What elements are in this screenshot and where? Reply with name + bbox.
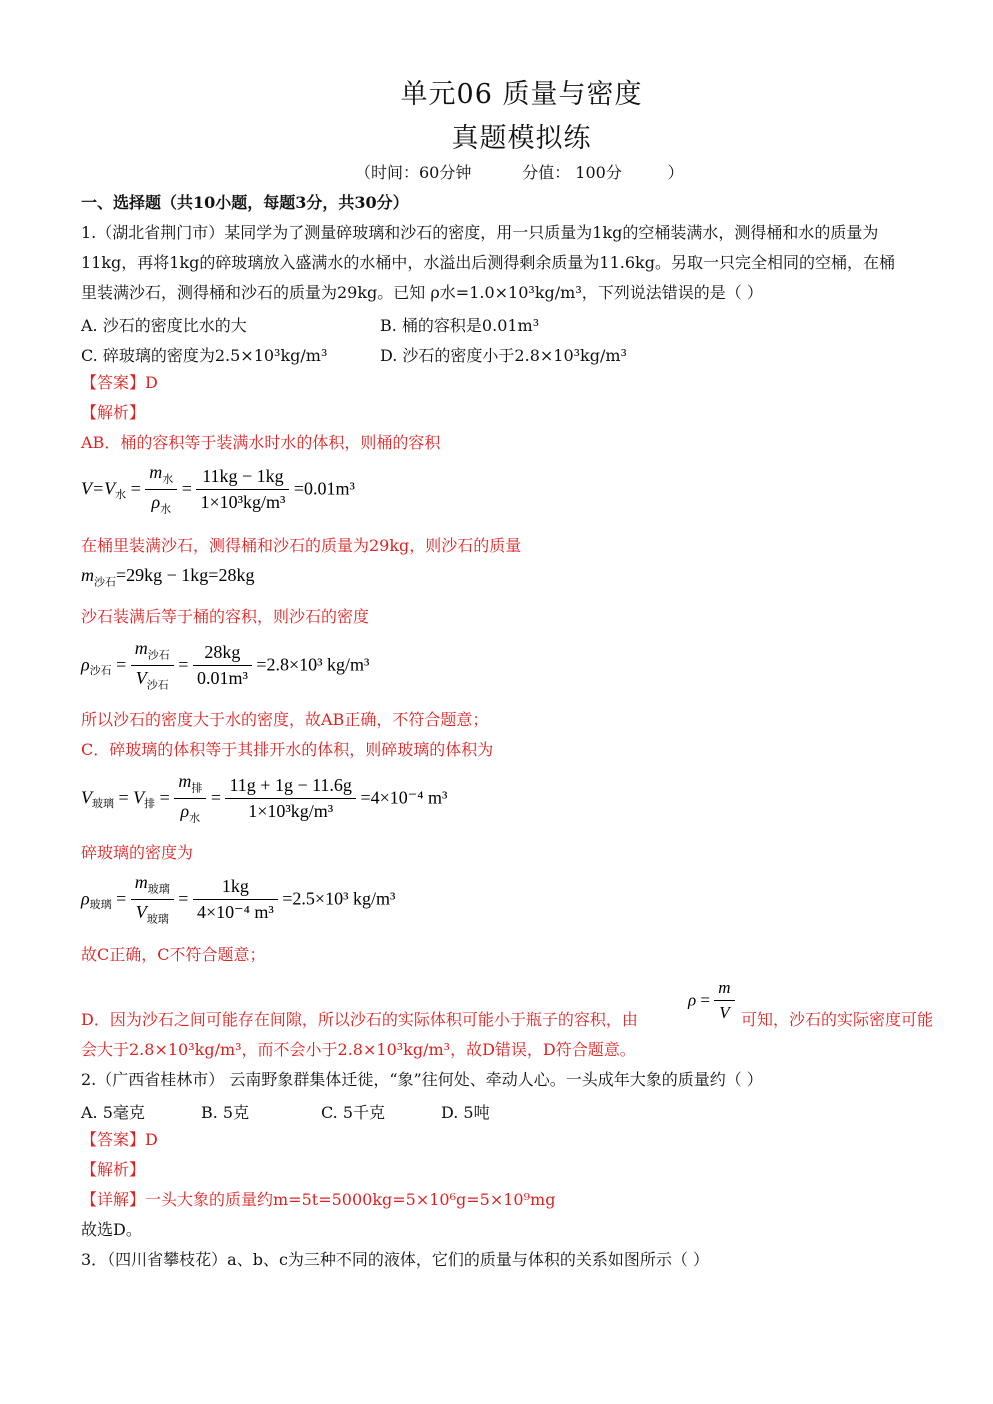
f4-lhs-sub: 玻璃: [92, 797, 114, 810]
f3-frac-2: [193, 642, 252, 689]
q1-line-3: 里装满沙石，测得桶和沙石的质量为29kg。已知 ρ水=1.0×10³kg/m³，下列说法错误的是（ ）: [81, 283, 763, 302]
q1-c-text: C．碎玻璃的体积等于其排开水的体积，则碎玻璃的体积为: [81, 740, 494, 759]
formula-bucket-volume: $V=V_水$ = $\frac{m_水}{\rho_水}$ = $\frac{11kg - 1kg}{\text{1×10³kg/m³}}$ =0.01m³: [81, 462, 355, 516]
formula-glass-volume: $V_{玻璃} = V_排$ = $\frac{m_排}{\rho_水}$ = $\frac{11g + 1g - 11.6g}{\text{1×10³kg/m³}}$ =4×10⁻⁴ m³: [81, 771, 448, 825]
formula-density-definition: ρ = $\frac{m}{V}$: [688, 978, 735, 1023]
q2-option-d: D. 5吨: [441, 1103, 490, 1122]
f2-rhs: =29kg − 1kg=28kg: [116, 565, 255, 585]
f5-num-sub: 玻璃: [147, 883, 170, 896]
f1-lhs-sub: 水: [115, 488, 127, 501]
f3-frac-1: [131, 638, 174, 692]
f5-lhs-sub: 玻璃: [89, 898, 112, 911]
f1-num: m: [149, 462, 163, 482]
q2-detail: 【详解】一头大象的质量约m=5t=5000kg=5×10⁶g=5×10⁹mg: [81, 1190, 556, 1209]
fd-lhs: ρ: [688, 990, 697, 1010]
q1-d-text-1: D．因为沙石之间可能存在间隙，所以沙石的实际体积可能小于瓶子的容积，由: [81, 1010, 638, 1029]
q1-option-c: C. 碎玻璃的密度为2.5×10³kg/m³: [81, 346, 328, 365]
q1-sand-vol-text: 沙石装满后等于桶的容积，则沙石的密度: [81, 607, 370, 626]
q1-ab-text: AB．桶的容积等于装满水时水的体积，则桶的容积: [81, 433, 441, 452]
q1-option-b: B. 桶的容积是0.01m³: [380, 316, 540, 335]
f4-lhs: V: [81, 787, 92, 808]
f5-den2: 4×10⁻⁴ m³: [196, 901, 274, 922]
f3-lhs-sub: 沙石: [89, 664, 112, 677]
f3-den-sub: 沙石: [146, 679, 169, 692]
formula-sand-density: $\rho_{沙石}$ = $\frac{m_{沙石}}{V_{沙石}}$ = $\frac{28kg}{\text{0.01m³}}$ =2.8×10³ kg/m³: [81, 638, 370, 692]
formula-sand-mass: [81, 565, 254, 590]
q2-option-b: B. 5克: [201, 1103, 250, 1122]
f1-den-sub: 水: [160, 503, 172, 516]
f5-result: =2.5×10³ kg/m³: [282, 888, 396, 909]
q1-analysis-label: 【解析】: [81, 403, 146, 422]
f5-lhs: ρ: [81, 888, 90, 909]
f2-lhs: m: [81, 565, 94, 585]
f3-den2: 0.01m³: [196, 667, 248, 688]
f4-num-sub: 排: [191, 782, 203, 795]
q2-conclusion: 故选D。: [81, 1220, 142, 1239]
f1-den: ρ: [151, 491, 161, 512]
q1-ab-conclusion: 所以沙石的密度大于水的密度，故AB正确，不符合题意；: [81, 710, 489, 729]
f4-num2: 11g + 1g − 11.6g: [225, 775, 355, 799]
q1-d-text-3: 会大于2.8×10³kg/m³，而不会小于2.8×10³kg/m³，故D错误，D符合题意。: [81, 1040, 636, 1059]
section-heading: 一、选择题（共10小题，每题3分，共30分）: [81, 193, 409, 212]
f4-frac-1: [174, 771, 206, 825]
f4-result: =4×10⁻⁴ m³: [360, 787, 448, 808]
f4-mid-sub: 排: [144, 797, 156, 810]
f3-num: m: [134, 638, 148, 658]
formula-glass-density: $\rho_{玻璃}$ = $\frac{m_{玻璃}}{V_{玻璃}}$ = $\frac{1kg}{\text{4×10⁻⁴ m³}}$ =2.5×10³ kg/m³: [81, 872, 396, 926]
q1-sand-text: 在桶里装满沙石，测得桶和沙石的质量为29kg，则沙石的质量: [81, 536, 522, 555]
f2-lhs-sub: 沙石: [94, 576, 116, 589]
f3-num-sub: 沙石: [147, 649, 170, 662]
f1-frac-1: [145, 462, 177, 516]
f5-num: m: [134, 872, 148, 892]
fd-frac: [714, 978, 734, 1023]
q2-line-1: 2.（广西省桂林市） 云南野象群集体迁徙，“象”往何处、牵动人心。一头成年大象的质量约（ ）: [81, 1070, 763, 1089]
q1-line-1: 1.（湖北省荆门市）某同学为了测量碎玻璃和沙石的密度，用一只质量为1kg的空桶装满水，测得桶和水的质量为: [81, 223, 879, 242]
f3-result: =2.8×10³ kg/m³: [256, 654, 370, 675]
f4-den-sub: 水: [189, 812, 201, 825]
q1-d-text-2: 可知，沙石的实际密度可能: [741, 1010, 934, 1029]
f1-lhs: V=V: [81, 478, 116, 499]
q2-option-c: C. 5千克: [321, 1103, 386, 1122]
f5-frac-1: [131, 872, 174, 926]
q1-option-a: A. 沙石的密度比水的大: [81, 316, 247, 335]
f5-den: V: [135, 901, 147, 922]
q1-answer: 【答案】D: [81, 373, 158, 392]
q1-option-d: D. 沙石的密度小于2.8×10³kg/m³: [380, 346, 627, 365]
f1-num2: 11kg − 1kg: [196, 466, 289, 490]
f1-eq: =: [130, 478, 141, 499]
q1-glass-density-text: 碎玻璃的密度为: [81, 843, 194, 862]
f3-den: V: [135, 667, 147, 688]
f4-den2: 1×10³kg/m³: [248, 800, 334, 821]
q1-c-conclusion: 故C正确，C不符合题意；: [81, 945, 266, 964]
page-title: 单元06 质量与密度: [400, 79, 643, 110]
q2-option-a: A. 5毫克: [81, 1103, 145, 1122]
fd-num: m: [714, 978, 734, 1001]
q2-analysis-label: 【解析】: [81, 1160, 146, 1179]
f3-lhs: ρ: [81, 654, 90, 675]
f4-frac-2: [225, 775, 355, 822]
f1-num-sub: 水: [162, 473, 174, 486]
q2-answer: 【答案】D: [81, 1130, 158, 1149]
f1-den2: 1×10³kg/m³: [200, 491, 286, 512]
page-subtitle: 真题模拟练: [451, 123, 592, 154]
f4-den: ρ: [180, 800, 190, 821]
exam-meta: （时间：60分钟 分值： 100分 ）: [355, 163, 684, 182]
f4-mid: V: [133, 787, 145, 808]
f5-num2: 1kg: [193, 876, 278, 900]
f3-num2: 28kg: [193, 642, 252, 666]
f1-frac-2: [196, 466, 289, 513]
q3-line-1: 3．（四川省攀枝花）a、b、c为三种不同的液体，它们的质量与体积的关系如图所示（ ）: [81, 1250, 710, 1269]
f5-den-sub: 玻璃: [146, 913, 169, 926]
q1-line-2: 11kg，再将1kg的碎玻璃放入盛满水的水桶中，水溢出后测得剩余质量为11.6kg。另取一只完全相同的空桶，在桶: [81, 253, 895, 272]
f4-num: m: [178, 771, 192, 791]
f5-frac-2: [193, 876, 278, 923]
fd-den: V: [719, 1003, 730, 1022]
f1-result: =0.01m³: [293, 478, 355, 499]
